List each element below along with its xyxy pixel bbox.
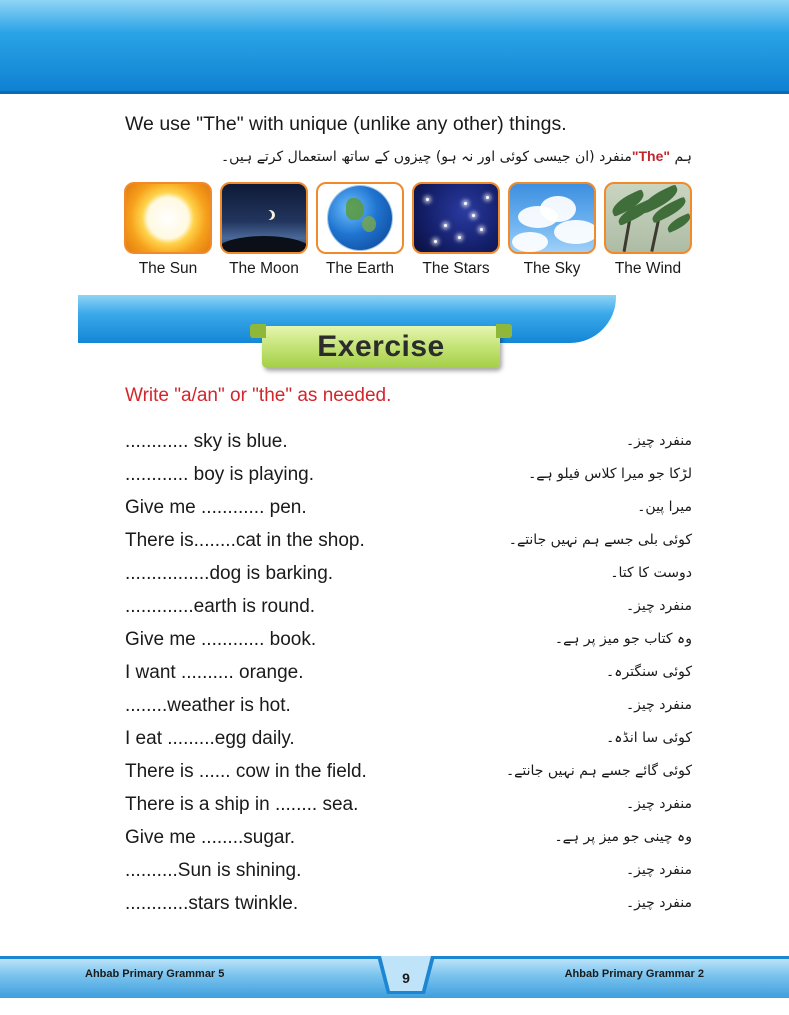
top-banner	[0, 0, 789, 94]
intro-urdu	[221, 148, 692, 165]
intro-urdu-highlight: "The"	[631, 148, 671, 164]
question-row	[0, 728, 789, 758]
question-row	[0, 827, 789, 857]
thumb-sun	[124, 182, 212, 278]
earth-icon	[316, 182, 404, 254]
intro-english: We use "The" with unique (unlike any other) things.	[125, 113, 567, 135]
question-english: I eat .........egg daily.	[125, 728, 295, 749]
thumb-caption: The Sky	[523, 260, 581, 277]
question-urdu-hint: وہ کتاب جو میز پر ہے۔	[554, 631, 692, 647]
question-english: Give me ........sugar.	[125, 827, 296, 848]
question-urdu-hint: کوئی سنگترہ۔	[606, 664, 692, 680]
question-row	[0, 695, 789, 725]
question-row	[0, 761, 789, 791]
question-urdu-hint: منفرد چیز۔	[625, 862, 692, 878]
question-urdu-hint: منفرد چیز۔	[625, 796, 692, 812]
thumb-caption: The Wind	[614, 260, 682, 277]
question-row	[0, 497, 789, 527]
moon-icon	[220, 182, 308, 254]
question-english: Give me ............ pen.	[125, 497, 307, 518]
footer-book-title-right: Ahbab Primary Grammar 2	[564, 968, 704, 980]
sky-icon	[508, 182, 596, 254]
thumb-caption: The Stars	[422, 260, 490, 277]
exercise-instruction: Write "a/an" or "the" as needed.	[125, 385, 392, 406]
thumb-moon	[220, 182, 308, 278]
question-english: There is ...... cow in the field.	[125, 761, 367, 782]
question-english: ................dog is barking.	[125, 563, 334, 584]
question-urdu-hint: لڑکا جو میرا کلاس فیلو ہے۔	[528, 466, 692, 482]
question-urdu-hint: میرا پین۔	[637, 499, 692, 515]
question-row	[0, 893, 789, 923]
question-urdu-hint: کوئی بلی جسے ہم نہیں جانتے۔	[508, 532, 692, 548]
question-row	[0, 530, 789, 560]
question-urdu-hint: وہ چینی جو میز پر ہے۔	[554, 829, 692, 845]
question-row	[0, 860, 789, 890]
question-urdu-hint: کوئی گائے جسے ہم نہیں جانتے۔	[505, 763, 692, 779]
thumb-sky	[508, 182, 596, 278]
question-english: ............ sky is blue.	[125, 431, 288, 452]
question-english: There is........cat in the shop.	[125, 530, 365, 551]
question-english: ............ boy is playing.	[125, 464, 315, 485]
footer-book-title-left: Ahbab Primary Grammar 5	[85, 968, 225, 980]
question-urdu-hint: منفرد چیز۔	[625, 697, 692, 713]
question-english: There is a ship in ........ sea.	[125, 794, 359, 815]
thumb-caption: The Earth	[325, 260, 395, 277]
question-row	[0, 464, 789, 494]
exercise-header	[262, 326, 500, 368]
question-english: Give me ............ book.	[125, 629, 317, 650]
question-urdu-hint: منفرد چیز۔	[625, 598, 692, 614]
question-english: ........weather is hot.	[125, 695, 291, 716]
thumb-wind	[604, 182, 692, 278]
question-row	[0, 563, 789, 593]
question-english: ..........Sun is shining.	[125, 860, 302, 881]
thumb-stars	[412, 182, 500, 278]
question-row	[0, 629, 789, 659]
question-row	[0, 596, 789, 626]
question-english: .............earth is round.	[125, 596, 316, 617]
wind-icon	[604, 182, 692, 254]
thumb-caption: The Sun	[138, 260, 198, 277]
unique-things-gallery	[124, 182, 694, 282]
question-row	[0, 794, 789, 824]
intro-urdu-rest: منفرد (ان جیسی کوئی اور نہ ہو) چیزوں کے ساتھ استعمال کرتے ہیں۔	[220, 149, 632, 165]
question-english: I want .......... orange.	[125, 662, 304, 683]
question-urdu-hint: منفرد چیز۔	[625, 433, 692, 449]
question-urdu-hint: کوئی سا انڈہ۔	[606, 730, 692, 746]
question-urdu-hint: دوست کا کتا۔	[610, 565, 692, 581]
sun-icon	[124, 182, 212, 254]
question-row	[0, 431, 789, 461]
stars-icon	[412, 182, 500, 254]
question-english: ............stars twinkle.	[125, 893, 299, 914]
question-row	[0, 662, 789, 692]
page-number: 9	[402, 970, 410, 986]
thumb-earth	[316, 182, 404, 278]
intro-urdu-prefix: ہم	[674, 149, 692, 165]
question-urdu-hint: منفرد چیز۔	[625, 895, 692, 911]
exercise-title: Exercise	[317, 330, 445, 363]
thumb-caption: The Moon	[229, 260, 299, 277]
